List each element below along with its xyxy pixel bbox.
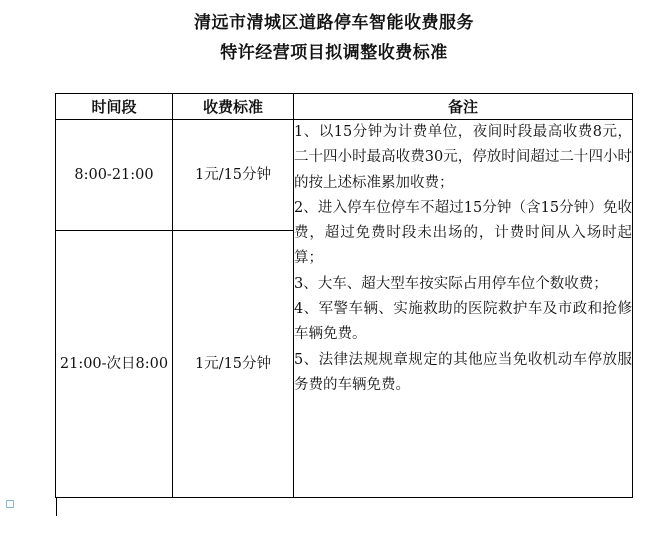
header-time-period: 时间段 (56, 94, 173, 120)
time-period-cell: 8:00-21:00 (56, 120, 173, 231)
anchor-icon (6, 500, 14, 508)
remark-item-3: 3、大车、超大型车按实际占用停车位个数收费； (294, 275, 608, 292)
time-period-cell: 21:00-次日8:00 (56, 231, 173, 498)
text-cursor (56, 498, 57, 516)
document-title-line2: 特许经营项目拟调整收费标准 (220, 43, 448, 63)
header-remarks: 备注 (294, 94, 633, 120)
fee-standard-table (55, 93, 633, 498)
fee-cell: 1元/15分钟 (173, 231, 294, 498)
remark-item-4: 4、军警车辆、实施救助的医院救护车及市政和抢修车辆免费。 (294, 301, 632, 343)
remark-item-1: 1、以15分钟为计费单位，夜间时段最高收费8元，二十四小时最高收费30元，停放时间超过二十四小时的按上述标准累加收费； (294, 124, 632, 191)
document-title-line1: 清远市清城区道路停车智能收费服务 (194, 13, 474, 33)
table-header-row (56, 94, 633, 120)
table-row (56, 120, 633, 231)
remark-item-5: 5、法律法规规章规定的其他应当免收机动车停放服务费的车辆免费。 (294, 351, 632, 393)
remark-item-2: 2、进入停车位停车不超过15分钟（含15分钟）免收费，超过免费时段未出场的，计费时间从入场时起算； (294, 199, 632, 267)
fee-cell: 1元/15分钟 (173, 120, 294, 231)
header-fee-standard: 收费标准 (173, 94, 294, 120)
remarks-cell (294, 120, 633, 498)
